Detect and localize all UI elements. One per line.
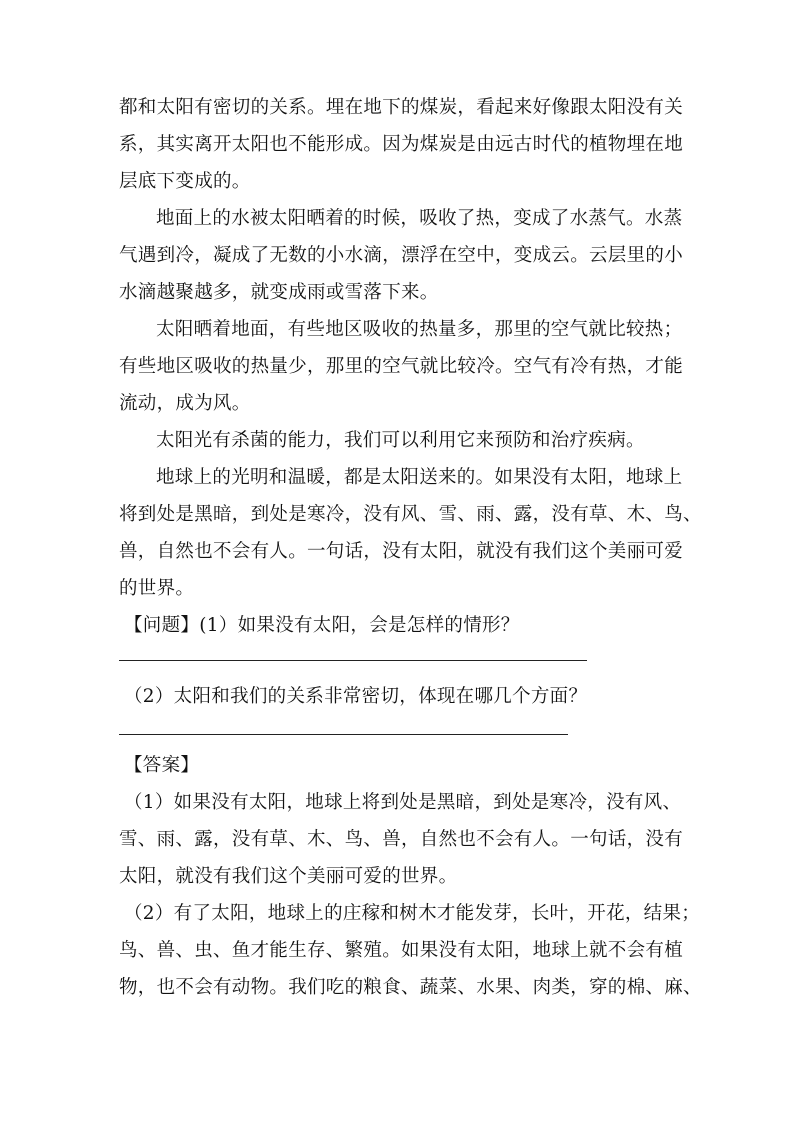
answer-line: （2）有了太阳，地球上的庄稼和树木才能发芽，长叶，开花，结果； [124, 903, 701, 924]
article-line: 兽，自然也不会有人。一句话，没有太阳，就没有我们这个美丽可爱 [119, 541, 684, 562]
article-line: 地面上的水被太阳晒着的时候，吸收了热，变成了水蒸气。水蒸 [156, 208, 683, 229]
answer-line: （1）如果没有太阳，地球上将到处是黑暗，到处是寒冷，没有风、 [124, 792, 682, 813]
answer-line: 物，也不会有动物。我们吃的粮食、蔬菜、水果、肉类，穿的棉、麻、 [119, 977, 702, 998]
article-line: 都和太阳有密切的关系。埋在地下的煤炭，看起来好像跟太阳没有关 [119, 97, 684, 118]
answer-line: 太阳，就没有我们这个美丽可爱的世界。 [119, 866, 458, 887]
answer-heading: 【答案】 [124, 755, 200, 776]
article-line: 流动，成为风。 [119, 393, 251, 414]
article-line: 地球上的光明和温暖，都是太阳送来的。如果没有太阳，地球上 [156, 467, 683, 488]
article-line: 太阳晒着地面，有些地区吸收的热量多，那里的空气就比较热； [156, 319, 683, 340]
article-line: 层底下变成的。 [119, 171, 251, 192]
article-line: 将到处是黑暗，到处是寒冷，没有风、雪、雨、露，没有草、木、鸟、 [119, 504, 702, 525]
article-line: 系，其实离开太阳也不能形成。因为煤炭是由远古时代的植物埋在地 [119, 134, 684, 155]
answer-blank-line-2 [119, 734, 568, 735]
article-line: 的世界。 [119, 578, 195, 599]
article-line: 太阳光有杀菌的能力，我们可以利用它来预防和治疗疾病。 [156, 430, 645, 451]
answer-blank-line-1 [119, 660, 587, 661]
answer-line: 雪、雨、露，没有草、木、鸟、兽，自然也不会有人。一句话，没有 [119, 829, 684, 850]
article-line: 水滴越聚越多，就变成雨或雪落下来。 [119, 282, 439, 303]
question-1: 【问题】(1）如果没有太阳，会是怎样的情形？ [124, 615, 520, 636]
question-2: （2）太阳和我们的关系非常密切，体现在哪几个方面？ [124, 686, 588, 707]
article-line: 气遇到冷，凝成了无数的小水滴，漂浮在空中，变成云。云层里的小 [119, 245, 684, 266]
answer-line: 鸟、兽、虫、鱼才能生存、繁殖。如果没有太阳，地球上就不会有植 [119, 940, 684, 961]
article-line: 有些地区吸收的热量少，那里的空气就比较冷。空气有冷有热，才能 [119, 356, 684, 377]
